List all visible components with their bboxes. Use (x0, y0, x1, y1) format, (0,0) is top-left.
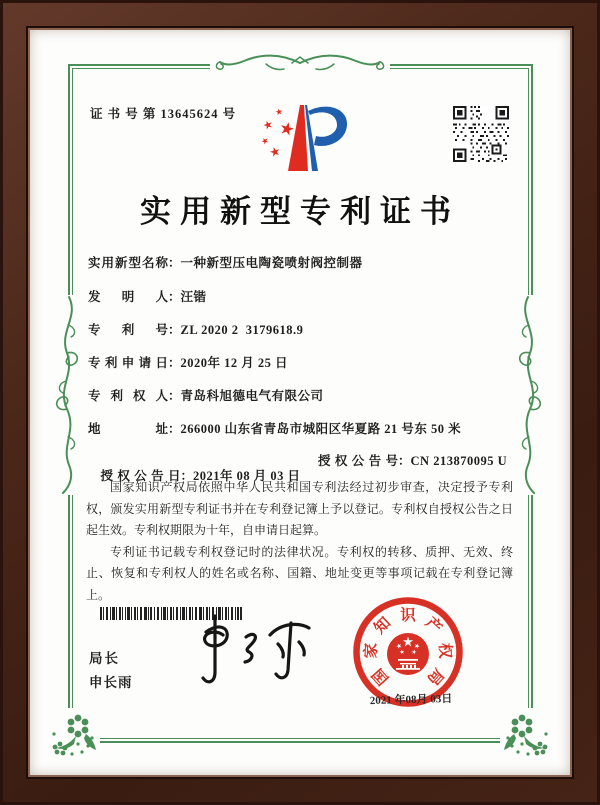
field-label: 专利权人 (88, 389, 168, 403)
seal-char: 家 (362, 642, 381, 659)
national-emblem-icon (387, 633, 429, 675)
field-value: 2020年 12 月 25 日 (180, 356, 289, 370)
seal-date: 2021 年08月 03日 (369, 692, 453, 708)
field-value: 266000 山东省青岛市城阳区华夏路 21 号东 50 米 (180, 422, 462, 436)
border-floral-bottom-left-icon (48, 708, 100, 760)
field-row-inventor (88, 287, 207, 305)
field-colon: ： (168, 256, 181, 270)
signature-icon (178, 610, 333, 698)
seal-char: 产 (421, 614, 445, 638)
field-label: 实用新型名称 (88, 256, 168, 270)
field-label: 授权公告日 (100, 469, 181, 483)
seal-char: 局 (423, 664, 447, 688)
seal-char: 识 (400, 607, 416, 624)
legal-text-block (86, 477, 513, 606)
grant-no-group (318, 451, 507, 469)
border-ornament-right-icon (514, 295, 544, 495)
field-value: ZL 2020 2 3179618.9 (180, 323, 304, 337)
body-paragraph-2: 专利证书记载专利权登记时的法律状况。专利权的转移、质押、无效、终止、恢复和专利权人的姓名或名称、国籍、地址变更等事项记载在专利登记簿上。 (86, 544, 513, 602)
field-label: 授权公告号 (318, 454, 398, 468)
border-floral-bottom-right-icon (500, 708, 552, 760)
seal-char: 国 (369, 664, 393, 688)
field-colon: ： (168, 323, 181, 337)
field-row-filing-date (88, 353, 288, 371)
cnipa-logo-icon (262, 101, 357, 179)
field-row-patentee (88, 386, 324, 404)
border-ornament-top-icon (210, 50, 390, 80)
field-label: 地址 (88, 422, 168, 436)
body-paragraph-1: 国家知识产权局依照中华人民共和国专利法经过初步审查，决定授予专利权，颁发实用新型专利证书并在专利登记簿上予以登记。专利权自授权公告之日起生效。专利权期限为十年，自申请日起算。 (86, 480, 513, 537)
field-colon: ： (168, 290, 181, 304)
signer-title: 局长 (89, 651, 120, 666)
field-value: 一种新型压电陶瓷喷射阀控制器 (180, 256, 363, 270)
qr-code-icon (453, 106, 509, 162)
field-label: 发明人 (88, 290, 168, 304)
field-colon: ： (168, 356, 181, 370)
field-value: 2021年 08 月 03 日 (193, 469, 301, 483)
field-value: 汪锴 (180, 290, 207, 304)
field-row-address (88, 419, 461, 437)
field-label: 专利号 (88, 323, 168, 337)
field-value: CN 213870095 U (410, 454, 508, 468)
field-colon: ： (168, 389, 181, 403)
field-label: 专利申请日 (88, 356, 168, 370)
seal-char: 权 (435, 642, 454, 659)
field-colon: ： (168, 422, 181, 436)
signer-name: 申长雨 (89, 675, 133, 690)
field-value: 青岛科旭德电气有限公司 (180, 389, 324, 403)
field-row-name (88, 253, 363, 271)
certificate-number: 证 书 号 第 13645624 号 (90, 107, 237, 121)
field-row-patent-no (88, 320, 303, 338)
field-colon: ： (180, 469, 194, 483)
field-colon: ： (398, 454, 411, 468)
certificate-title: 实用新型专利证书 (140, 194, 460, 229)
border-ornament-left-icon (53, 295, 83, 495)
seal-char: 知 (371, 614, 395, 638)
